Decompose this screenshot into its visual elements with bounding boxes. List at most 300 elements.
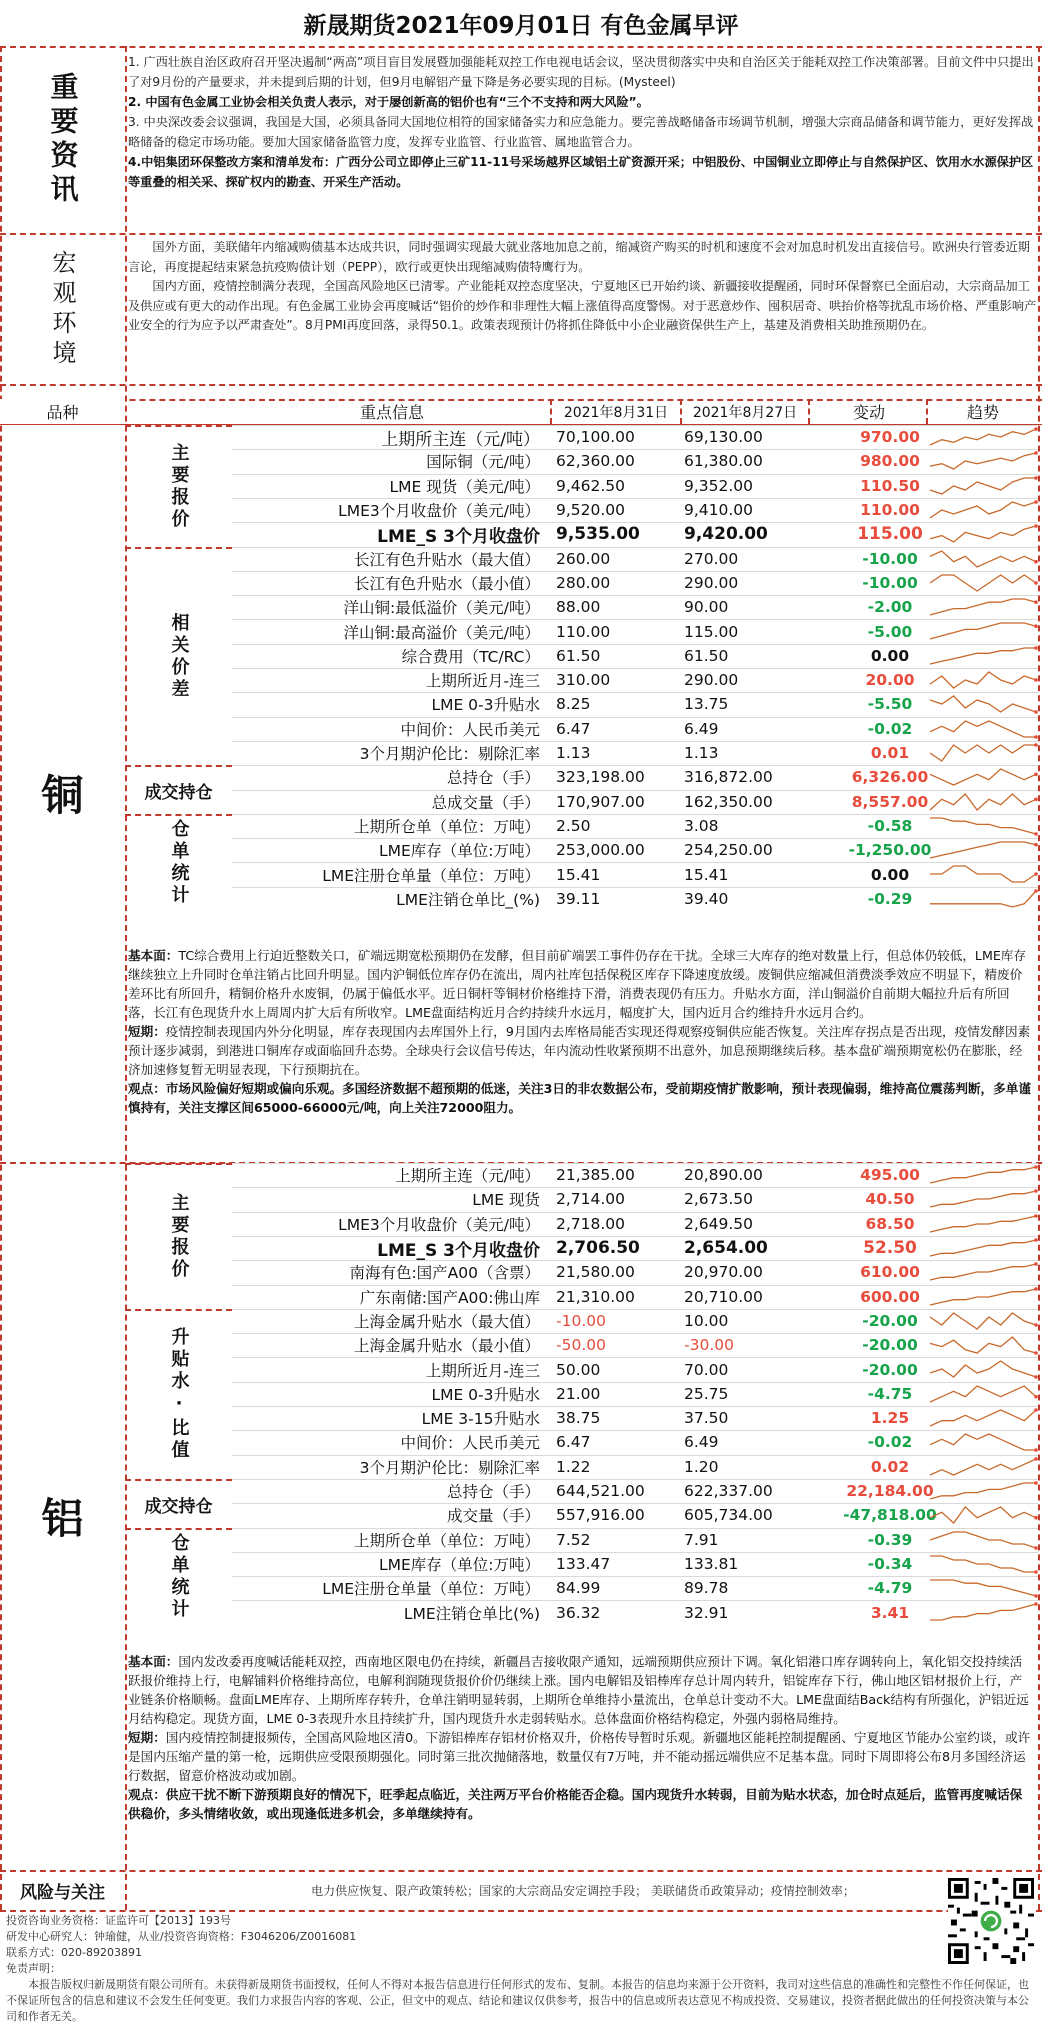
trend-line	[930, 1167, 1036, 1183]
trend-last-point	[1034, 1323, 1038, 1327]
value-current: 253,000.00	[556, 841, 645, 860]
value-current: 84.99	[556, 1579, 601, 1598]
value-change: -20.00	[862, 1336, 918, 1355]
trend-line	[930, 1604, 1036, 1620]
trend-sparkline	[928, 1286, 1038, 1308]
row-label: 上期所仓单（单位：万吨）	[353, 1531, 540, 1550]
trend-sparkline	[928, 426, 1038, 448]
trend-line	[930, 672, 1036, 688]
value-current: 38.75	[556, 1409, 601, 1428]
divider	[0, 1910, 1042, 1912]
table-row	[232, 1333, 1038, 1357]
value-previous: 20,890.00	[684, 1166, 763, 1185]
value-previous: 115.00	[684, 622, 739, 641]
trend-last-point	[1034, 451, 1038, 455]
trend-last-point	[1034, 1262, 1038, 1266]
trend-last-point	[1034, 625, 1038, 629]
value-previous: 39.40	[684, 889, 729, 908]
group-label: 升贴水·比值	[125, 1309, 232, 1479]
trend-sparkline	[928, 1504, 1038, 1526]
trend-last-point	[1034, 889, 1038, 893]
trend-line	[930, 1459, 1036, 1475]
group-label: 仓单统计	[125, 814, 232, 911]
trend-last-point	[1034, 873, 1038, 877]
table-row	[232, 741, 1038, 765]
trend-last-point	[1034, 1376, 1038, 1380]
trend-line	[930, 721, 1036, 737]
trend-last-point	[1034, 1594, 1038, 1598]
table-row	[232, 790, 1038, 814]
news-item: 2. 中国有色金属工业协会相关负责人表示，对于屡创新高的铝价也有“三个不支持和两大风险”。	[128, 95, 649, 109]
trend-line	[930, 1289, 1036, 1305]
row-label: LME 0-3升贴水	[431, 696, 540, 715]
trend-sparkline	[928, 572, 1038, 594]
value-change: -5.00	[867, 622, 913, 641]
value-current: 50.00	[556, 1360, 601, 1379]
trend-last-point	[1034, 1603, 1038, 1607]
table-row	[232, 547, 1038, 571]
value-current: 310.00	[556, 671, 611, 690]
value-previous: 9,420.00	[684, 524, 768, 545]
trend-line	[930, 1191, 1036, 1207]
row-label: 上海金属升贴水（最大值）	[353, 1312, 540, 1331]
group-label: 主要报价	[125, 425, 232, 547]
table-row	[232, 1187, 1038, 1211]
row-label: LME3个月收盘价（美元/吨）	[338, 1215, 540, 1234]
trend-last-point	[1034, 1351, 1038, 1355]
trend-sparkline	[928, 766, 1038, 788]
trend-sparkline	[928, 523, 1038, 545]
value-current: 21,385.00	[556, 1166, 635, 1185]
table-row	[232, 887, 1038, 911]
value-previous: 270.00	[684, 549, 739, 568]
trend-sparkline	[928, 1456, 1038, 1478]
row-label: 上期所近月-连三	[425, 672, 540, 691]
value-current: 9,535.00	[556, 524, 640, 545]
value-previous: 6.49	[684, 1433, 719, 1452]
value-current: 9,462.50	[556, 476, 626, 495]
trend-line	[930, 1410, 1036, 1426]
trend-line	[930, 599, 1036, 615]
trend-last-point	[1034, 476, 1038, 480]
trend-line	[930, 1337, 1036, 1353]
table-row	[232, 1212, 1038, 1236]
trend-sparkline	[928, 815, 1038, 837]
trend-sparkline	[928, 1431, 1038, 1453]
row-label: LME库存（单位:万吨）	[378, 842, 540, 861]
value-current: 1.13	[556, 744, 591, 763]
trend-sparkline	[928, 1213, 1038, 1235]
trend-last-point	[1034, 581, 1038, 585]
group-label: 仓单统计	[125, 1528, 232, 1625]
row-label: LME注销仓单比(%)	[403, 1604, 540, 1623]
value-previous: 37.50	[684, 1409, 729, 1428]
value-change: 8,557.00	[851, 792, 929, 811]
trend-sparkline	[928, 742, 1038, 764]
trend-line	[930, 1264, 1036, 1280]
row-label: 3个月期沪伦比：剔除汇率	[359, 1458, 540, 1477]
value-previous: 162,350.00	[684, 792, 773, 811]
value-change: 110.00	[860, 501, 920, 520]
value-change: 495.00	[860, 1166, 920, 1185]
trend-last-point	[1034, 743, 1038, 747]
value-current: 170,907.00	[556, 792, 645, 811]
trend-last-point	[1034, 559, 1038, 563]
value-current: 21.00	[556, 1384, 601, 1403]
trend-sparkline	[928, 791, 1038, 813]
copper-view: 市场风险偏好短期或偏向乐观。多国经济数据不超预期的低迷，关注3日的非农数据公布，受前期疫情扩散影响，预计表现偏弱，维持高位震荡判断，多单谨慎持有，关注支撑区间65000-66000元/吨，向上关注72000阻力。	[128, 1081, 1031, 1115]
trend-last-point	[1034, 1448, 1038, 1452]
value-current: 70,100.00	[556, 428, 635, 447]
value-previous: 290.00	[684, 573, 739, 592]
trend-sparkline	[928, 1529, 1038, 1551]
macro-text	[128, 238, 1038, 336]
value-current: 6.47	[556, 1433, 591, 1452]
row-label: 成交量（手）	[446, 1507, 540, 1526]
value-previous: 1.13	[684, 744, 719, 763]
value-current: 62,360.00	[556, 452, 635, 471]
header-date2: 2021年8月27日	[692, 404, 798, 421]
trend-line	[930, 502, 1036, 518]
divider	[125, 46, 127, 1910]
value-change: 1.25	[870, 1409, 910, 1428]
table-row	[232, 1528, 1038, 1552]
value-current: 88.00	[556, 598, 601, 617]
value-current: -10.00	[556, 1311, 606, 1330]
row-label: 综合费用（TC/RC）	[401, 647, 540, 666]
value-change: -20.00	[862, 1360, 918, 1379]
trend-line	[930, 1556, 1036, 1572]
value-change: 115.00	[857, 524, 923, 545]
trend-line	[930, 1216, 1036, 1232]
value-previous: 290.00	[684, 671, 739, 690]
table-row	[232, 1600, 1038, 1624]
value-current: 644,521.00	[556, 1482, 645, 1501]
trend-line	[930, 794, 1036, 810]
news-item: 4.中铝集团环保整改方案和清单发布：广西分公司立即停止三矿11-11号采场越界区域铝土矿资源开采；中铝股份、中国铜业立即停止与自然保护区、饮用水水源保护区等重叠的相关采、探矿权内的勘查、开采生产活动。	[128, 155, 1034, 189]
trend-line	[930, 818, 1036, 834]
row-label: 上期所仓单（单位：万吨）	[353, 817, 540, 836]
value-change: 0.00	[870, 865, 910, 884]
value-previous: 9,352.00	[684, 476, 754, 495]
value-change: 600.00	[860, 1287, 920, 1306]
value-change: -47,818.00	[843, 1506, 937, 1525]
trend-line	[930, 429, 1036, 445]
table-row	[232, 1455, 1038, 1479]
value-change: 0.02	[870, 1457, 910, 1476]
trend-last-point	[1034, 735, 1038, 739]
row-label: 上期所主连（元/吨）	[381, 429, 540, 450]
trend-line	[930, 842, 1036, 858]
trend-line	[930, 1386, 1036, 1402]
risk-text: 电力供应恢复、限产政策转松；国家的大宗商品安定调控手段； 美联储货币政策异动；疫情控制效率；	[311, 1883, 855, 1898]
row-label: 洋山铜:最高溢价（美元/吨）	[343, 623, 540, 642]
trend-sparkline	[928, 1188, 1038, 1210]
value-current: 61.50	[556, 646, 601, 665]
value-previous: 9,410.00	[684, 501, 754, 520]
trend-line	[930, 1580, 1036, 1596]
trend-sparkline	[928, 669, 1038, 691]
value-current: 6.47	[556, 719, 591, 738]
value-previous: 6.49	[684, 719, 719, 738]
row-label: LME注销仓单比_(%)	[396, 890, 540, 909]
value-current: 2,718.00	[556, 1214, 626, 1233]
table-row	[232, 862, 1038, 886]
value-current: 36.32	[556, 1603, 601, 1622]
trend-line	[930, 453, 1036, 469]
trend-last-point	[1034, 500, 1038, 504]
trend-sparkline	[928, 475, 1038, 497]
value-change: 980.00	[860, 452, 920, 471]
trend-line	[930, 551, 1036, 567]
value-current: 2.50	[556, 816, 591, 835]
table-row	[232, 1236, 1038, 1260]
table-row	[232, 1285, 1038, 1309]
trend-sparkline	[928, 1383, 1038, 1405]
value-previous: 133.81	[684, 1554, 739, 1573]
trend-last-point	[1034, 832, 1038, 836]
trend-last-point	[1034, 1481, 1038, 1485]
group-label: 成交持仓	[125, 1479, 232, 1528]
trend-line	[930, 745, 1036, 761]
value-current: 2,714.00	[556, 1190, 626, 1209]
row-label: LME注册仓单量（单位：万吨）	[322, 1580, 540, 1599]
value-current: 21,310.00	[556, 1287, 635, 1306]
trend-last-point	[1034, 797, 1038, 801]
trend-last-point	[1034, 1570, 1038, 1574]
trend-last-point	[1034, 1516, 1038, 1520]
value-change: -2.00	[867, 598, 913, 617]
value-change: -0.02	[867, 719, 913, 738]
value-current: 133.47	[556, 1554, 611, 1573]
trend-last-point	[1034, 600, 1038, 604]
news-item: 3. 中央深改委会议强调，我国是大国，必须具备同大国地位相符的国家储备实力和应急能力。要完善战略储备市场调节机制，增强大宗商品储备和调节能力，更好发挥战略储备的稳定市场功能。要加大国家储备监管力度，发挥专业监管、行业监管、属地监管合力。	[128, 115, 1034, 149]
macro-section-label: 宏观环境	[48, 249, 76, 370]
trend-sparkline	[928, 645, 1038, 667]
trend-sparkline	[928, 499, 1038, 521]
group-label: 相关价差	[125, 547, 232, 766]
row-label: 长江有色升贴水（最小值）	[353, 574, 540, 593]
trend-line	[930, 526, 1036, 542]
row-label: 上期所近月-连三	[425, 1361, 540, 1380]
trend-last-point	[1034, 1408, 1038, 1412]
value-previous: 25.75	[684, 1384, 729, 1403]
value-change: -4.75	[867, 1384, 913, 1403]
value-previous: 13.75	[684, 695, 729, 714]
copper-short-term: 疫情控制表现国内外分化明显，库存表现国内去库国外上行，9月国内去库格局能否实现还得观察疫铜供应能否恢复。关注库存拐点是否出现，疫情发酵因素预计逐步减弱，到港进口铜库存或面临回升态势。全球央行会议信号传达，年内流动性收紧预期不出意外，加息预期继续后移。基本盘矿端预期宽松仍在膨胀，经济加速修复暂无明显表现，下行预期抗在。	[128, 1024, 1031, 1077]
value-current: 323,198.00	[556, 768, 645, 787]
aluminum-label: 铝	[41, 1494, 84, 1543]
value-current: 9,520.00	[556, 501, 626, 520]
table-row	[232, 1309, 1038, 1333]
value-current: 1.22	[556, 1457, 591, 1476]
value-change: 110.50	[860, 476, 920, 495]
table-row	[232, 474, 1038, 498]
row-label: LME_S 3个月收盘价	[377, 526, 540, 547]
trend-sparkline	[928, 693, 1038, 715]
row-label: 长江有色升贴水（最大值）	[353, 550, 540, 569]
value-current: 2,706.50	[556, 1238, 640, 1259]
table-row	[232, 571, 1038, 595]
aluminum-short-term: 国内疫情控制捷报频传，全国高风险地区清0。下游铝棒库存铝材价格双升，价格传导暂时乐观。新疆地区能耗控制提醒函、宁夏地区节能办公室约谈，或许是国内压缩产量的第一枪，远期供应受限预期强化。同时第三批次抛储落地，数量仅有7万吨，并不能动摇远端供应不足基本盘。同时下周即将公布8月多国经济运行数据，留意价格波动或加剧。	[128, 1730, 1031, 1783]
value-change: -1,250.00	[848, 841, 932, 860]
trend-last-point	[1034, 1287, 1038, 1291]
trend-line	[930, 1313, 1036, 1329]
value-previous: 61,380.00	[684, 452, 763, 471]
trend-sparkline	[928, 1601, 1038, 1623]
table-row	[232, 717, 1038, 741]
table-row	[232, 692, 1038, 716]
value-change: -20.00	[862, 1311, 918, 1330]
row-label: 3个月期沪伦比：剔除汇率	[359, 745, 540, 764]
trend-sparkline	[928, 1310, 1038, 1332]
trend-last-point	[1034, 646, 1038, 650]
table-row	[232, 595, 1038, 619]
table-row	[232, 1357, 1038, 1381]
trend-line	[930, 623, 1036, 639]
trend-sparkline	[928, 1261, 1038, 1283]
table-row	[232, 1406, 1038, 1430]
risk-label: 风险与关注	[20, 1882, 105, 1903]
trend-line	[930, 1483, 1036, 1499]
divider	[0, 384, 1042, 386]
value-change: 20.00	[865, 671, 915, 690]
trend-line	[930, 769, 1036, 785]
value-previous: 89.78	[684, 1579, 729, 1598]
value-previous: 2,654.00	[684, 1238, 768, 1259]
aluminum-fundamental: 国内发改委再度喊话能耗双控，西南地区限电仍在持续，新疆昌吉接收限产通知，远端预期供应预计下调。氧化铝港口库存调转向上，氧化铝交投持续活跃报价维持上行，电解铺料价格维持高位，电解利润随现货报价价仍继续上涨。国内电解铝及铝棒库存总计周内转升，铝锭库存下行，佛山地区铝材报价上行，产业链条价格顺畅。盘面LME库存、上期所库存转升，仓单注销明显转弱，上期所仓单维持小量流出，仓单总计变动不大。LME盘面结Back结构有所强化，沪铝近远月结构稳定。现货方面，LME 0-3表现升水且持续扩升，国内现货升水走弱转贴水。总体盘面价格结构稳定，外强内弱格局维持。	[128, 1654, 1029, 1726]
trend-sparkline	[928, 1407, 1038, 1429]
value-previous: 1.20	[684, 1457, 719, 1476]
value-change: 22,184.00	[846, 1482, 934, 1501]
value-previous: 10.00	[684, 1311, 729, 1330]
table-row	[232, 1163, 1038, 1187]
value-current: -50.00	[556, 1336, 606, 1355]
trend-line	[930, 696, 1036, 712]
value-previous: 15.41	[684, 865, 729, 884]
trend-sparkline	[928, 1480, 1038, 1502]
value-change: 0.00	[870, 646, 910, 665]
table-row	[232, 814, 1038, 838]
value-change: 52.50	[863, 1238, 917, 1259]
table-row	[232, 1430, 1038, 1454]
value-previous: 622,337.00	[684, 1482, 773, 1501]
trend-last-point	[1034, 773, 1038, 777]
trend-line	[930, 1532, 1036, 1548]
row-label: 中间价：人民币美元	[400, 1434, 540, 1453]
group-label: 主要报价	[125, 1163, 232, 1309]
value-current: 557,916.00	[556, 1506, 645, 1525]
row-label: 上海金属升贴水（最小值）	[353, 1337, 540, 1356]
value-change: -0.39	[867, 1530, 913, 1549]
value-change: 610.00	[860, 1263, 920, 1282]
row-label: LME 现货	[472, 1191, 540, 1210]
table-row	[232, 1260, 1038, 1284]
value-previous: 254,250.00	[684, 841, 773, 860]
table-row	[232, 1503, 1038, 1527]
trend-sparkline	[928, 863, 1038, 885]
table-row	[232, 668, 1038, 692]
trend-sparkline	[928, 1577, 1038, 1599]
value-change: -5.50	[867, 695, 913, 714]
trend-last-point	[1034, 843, 1038, 847]
header-trend: 趋势	[966, 403, 999, 422]
table-row	[232, 522, 1038, 546]
trend-last-point	[1034, 1214, 1038, 1218]
table-row	[232, 498, 1038, 522]
aluminum-view: 供应干扰不断下游预期良好的情况下，旺季起点临近，关注两万平台价格能否企稳。国内现货升水转弱，目前为贴水状态，加仓时点延后，监管再度喊话保供稳价，多头情绪收敛，或出现逢低进多机会，多单继续持有。	[128, 1787, 1023, 1821]
trend-line	[930, 478, 1036, 494]
trend-line	[930, 575, 1036, 591]
value-previous: 2,649.50	[684, 1214, 754, 1233]
trend-sparkline	[928, 1358, 1038, 1380]
value-previous: 61.50	[684, 646, 729, 665]
trend-line	[930, 1434, 1036, 1450]
trend-sparkline	[928, 718, 1038, 740]
trend-last-point	[1034, 1546, 1038, 1550]
trend-line	[930, 648, 1036, 664]
value-current: 15.41	[556, 865, 601, 884]
value-change: -0.02	[867, 1433, 913, 1452]
trend-sparkline	[928, 1334, 1038, 1356]
value-current: 110.00	[556, 622, 611, 641]
table-row	[232, 765, 1038, 789]
row-label: 广东南储:国产A00:佛山库	[359, 1288, 540, 1307]
page-title: 新晟期货2021年09月01日 有色金属早评	[303, 12, 739, 39]
trend-sparkline	[928, 620, 1038, 642]
macro-paragraph: 国内方面，疫情控制满分表现，全国高风险地区已清零。产业能耗双控态度坚决，宁夏地区已开始约谈、新疆接收提醒函，同时环保督察已全面启动，大宗商品加工及供应或有更大的动作出现。有色金属工业协会再度喊话“铝价的炒作和非理性大幅上涨值得高度警惕。对于恶意炒作、囤积居奇、哄抬价格等扰乱市场价格、严重影响产业安全的行为应予以严肃查处”。8月PMI再度回落，录得50.1。政策表现预计仍将抓住降低中小企业融资保供生产上，基建及消费相关助推预期仍在。	[128, 279, 1037, 332]
trend-last-point	[1034, 710, 1038, 714]
trend-last-point	[1034, 678, 1038, 682]
row-label: 洋山铜:最低溢价（美元/吨）	[343, 599, 540, 618]
row-label: LME3个月收盘价（美元/吨）	[338, 502, 540, 521]
trend-last-point	[1034, 1238, 1038, 1242]
row-label: 中间价：人民币美元	[400, 720, 540, 739]
table-row	[232, 449, 1038, 473]
trend-sparkline	[928, 888, 1038, 910]
row-label: 上期所主连（元/吨）	[395, 1167, 540, 1186]
table-row	[232, 644, 1038, 668]
value-previous: 20,710.00	[684, 1287, 763, 1306]
table-row	[232, 838, 1038, 862]
value-current: 260.00	[556, 549, 611, 568]
value-previous: 20,970.00	[684, 1263, 763, 1282]
value-change: -4.79	[867, 1579, 913, 1598]
trend-last-point	[1034, 1165, 1038, 1169]
divider	[1038, 46, 1040, 1910]
value-previous: 316,872.00	[684, 768, 773, 787]
trend-line	[930, 1361, 1036, 1377]
value-change: 970.00	[860, 428, 920, 447]
value-change: -0.34	[867, 1554, 913, 1573]
row-label: 总成交量（手）	[431, 793, 540, 812]
row-label: LME 现货（美元/吨）	[389, 477, 540, 496]
trend-last-point	[1034, 524, 1038, 528]
copper-label: 铜	[41, 771, 84, 820]
trend-last-point	[1034, 1189, 1038, 1193]
aluminum-analysis: 基本面：国内发改委再度喊话能耗双控，西南地区限电仍在持续，新疆昌吉接收限产通知，远端预期供应预计下调。氧化铝港口库存调转向上，氧化铝交投持续活跃报价维持上行，电解铺料价格维持高位，电解利润随现货报价价仍继续上涨。国内电解铝及铝棒库存总计周内转升，铝锭库存下行，佛山地区铝材报价上行，产业链条价格顺畅。盘面LME库存、上期所库存转升，仓单注销明显转弱，上期所仓单维持小量流出，仓单总计变动不大。LME盘面结Back结构有所强化，沪铝近远月结构稳定。现货方面，LME 0-3表现升水且持续扩升，国内现货升水走弱转贴水。总体盘面价格结构稳定，外强内弱格局维持。 短期：国内疫情控制捷报频传，全国高风险地区清0。下游铝棒库存铝材价格双升，价格传导暂时乐观。新疆地区能耗控制提醒函、宁夏地区节能办公室约谈，或许是国内压缩产量的第一枪，远期供应受限预期强化。同时第三批次抛储落地，数量仅有7万吨，并不能动摇远端供应不足基本盘。同时下周即将公布8月多国经济运行数据，留意价格波动或加剧。 观点：供应干扰不断下游预期良好的情况下，旺季起点临近，关注两万平台价格能否企稳。国内现货升水转弱，目前为贴水状态，加仓时点延后，监管再度喊话保供稳价，多头情绪收敛，或出现逢低进多机会，多单继续持有。	[128, 1654, 1031, 1821]
table-row	[232, 1576, 1038, 1600]
value-previous: 605,734.00	[684, 1506, 773, 1525]
value-change: -10.00	[862, 549, 918, 568]
table-row	[232, 1479, 1038, 1503]
value-previous: 2,673.50	[684, 1190, 754, 1209]
value-change: 40.50	[865, 1190, 915, 1209]
header-variety: 品种	[0, 399, 125, 424]
row-label: LME注册仓单量（单位：万吨）	[322, 866, 540, 885]
value-previous: 7.91	[684, 1530, 719, 1549]
trend-line	[930, 866, 1036, 882]
